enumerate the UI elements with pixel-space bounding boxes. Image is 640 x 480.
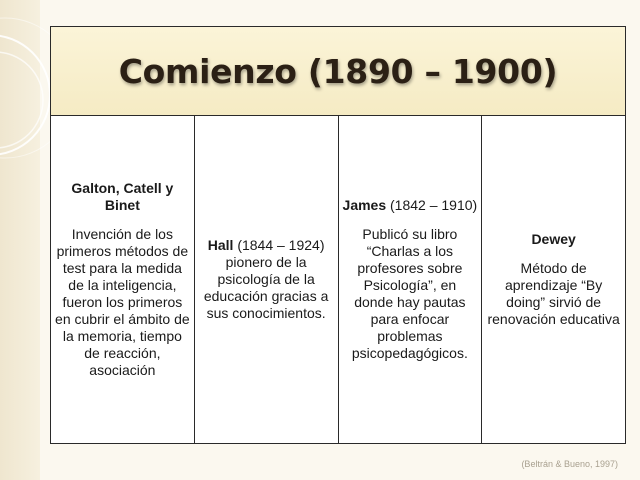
author-name: James (342, 197, 387, 213)
author-years: (1844 – 1924) (237, 237, 325, 253)
column-description: Invención de los primeros métodos de test para la medida de la inteligencia, fueron los primeros en cubrir el ámbito de la memoria, tiempo de reacción, asociación (55, 226, 190, 378)
columns-row (51, 116, 625, 443)
column-heading (55, 180, 190, 214)
column-heading (343, 197, 478, 214)
author-name: Galton, Catell y Binet (71, 180, 174, 213)
citation: (Beltrán & Bueno, 1997) (521, 459, 618, 469)
column-description: Método de aprendizaje “By doing” sirvió de renovación educativa (487, 260, 620, 327)
author-years: (1842 – 1910) (390, 197, 478, 213)
title-row (51, 27, 625, 116)
column-james (339, 116, 483, 443)
slide-title: Comienzo (1890 – 1900) (118, 51, 558, 91)
column-hall (195, 116, 339, 443)
column-text (199, 237, 334, 322)
column-dewey (482, 116, 625, 443)
column-heading (531, 231, 575, 248)
author-name: Dewey (531, 231, 576, 247)
column-galton (51, 116, 195, 443)
author-name: Hall (207, 237, 234, 253)
column-description: Publicó su libro “Charlas a los profesores sobre Psicología”, en donde hay pautas para enfocar problemas psicopedagógicos. (351, 226, 468, 361)
timeline-table (50, 26, 626, 444)
column-description: pionero de la psicología de la educación gracias a sus conocimientos. (203, 254, 329, 321)
